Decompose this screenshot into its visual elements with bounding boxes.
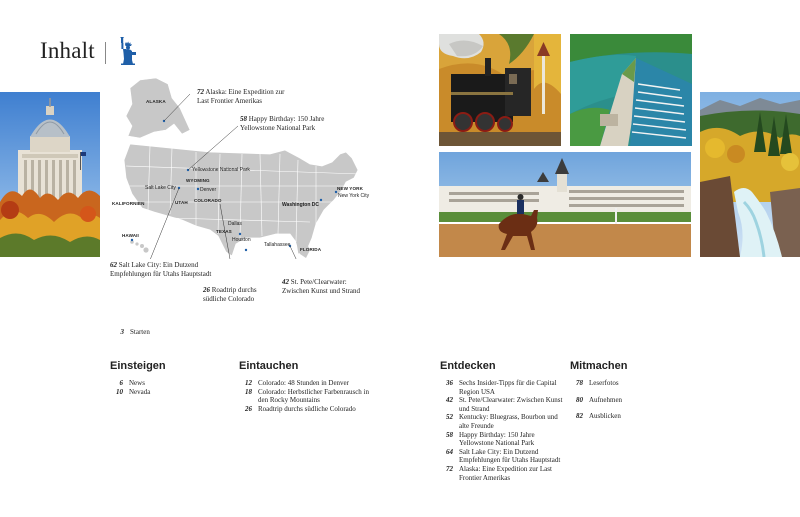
toc-entry-title: Roadtrip durchs südliche Colorado [258,404,356,413]
statue-of-liberty-icon [116,37,140,65]
toc-entry-title: Leserfotos [589,379,619,387]
toc-entry-title: Kentucky: Bluegrass, Bourbon und alte Freunde [459,413,558,430]
callout-page-number: 62 [110,261,117,269]
map-label-hawaii: HAWAII [122,233,139,238]
map-callout-st-pete [282,278,374,296]
map-callout-alaska [197,88,297,106]
toc-entry-title: Nevada [129,387,151,396]
toc-entry[interactable] [433,396,563,413]
toc-entry-title: Happy Birthday: 150 Jahre Yellowstone National Park [459,430,535,448]
callout-text: St. Pete/Clearwater: Zwischen Kunst und Strand [282,278,360,295]
toc-page-number: 12 [245,379,252,387]
toc-page-number: 78 [576,379,583,387]
mountain-waterfall-photo [700,92,800,257]
toc-page-number: 18 [245,387,252,396]
toc-entry[interactable] [232,388,372,405]
toc-entry-title: Alaska: Eine Expedition zur Last Frontier Amerikas [459,464,552,482]
utah-state-capitol-photo [0,92,100,257]
callout-page-number: 72 [197,88,204,96]
map-label-houston: Houston [232,237,251,243]
toc-entry-title: Colorado: Herbstlicher Farbenrausch in den Rocky Mountains [258,387,369,405]
toc-entry-title: Ausblicken [589,412,621,421]
map-label-new-york: NEW YORK [337,186,363,191]
toc-page-number: 58 [446,430,453,439]
callout-page-number: 26 [203,286,210,294]
callout-text: Happy Birthday: 150 Jahre Yellowstone National Park [240,115,325,132]
toc-entry[interactable] [563,396,663,405]
toc-page-number: 64 [446,447,453,456]
map-label-alaska: ALASKA [146,99,166,104]
toc-entry[interactable] [563,379,663,388]
toc-entry[interactable] [433,448,563,465]
steam-train-photo [439,34,561,146]
callout-text: Alaska: Eine Expedition zur Last Frontier Amerikas [197,88,285,105]
toc-entry[interactable] [232,379,372,388]
callout-page-number: 58 [240,115,247,123]
toc-entry-title: Aufnehmen [589,395,623,404]
page-title: Inhalt [40,38,95,63]
toc-entry[interactable] [433,413,563,430]
toc-entry-title: Colorado: 48 Stunden in Denver [258,379,349,387]
toc-page-number: 42 [446,396,453,405]
section-eintauchen-list [232,379,372,413]
toc-page-number: 72 [446,464,453,473]
map-label-colorado: COLORADO [194,198,222,203]
toc-entry[interactable] [563,412,663,421]
map-label-tallahassee: Tallahassee [264,242,291,248]
map-label-florida: FLORIDA [300,247,322,252]
toc-entry-title: St. Pete/Clearwater: Zwischen Kunst und Strand [459,396,563,413]
horse-racetrack-photo [439,152,691,257]
toc-entry[interactable] [103,388,213,397]
map-callout-colorado [203,286,275,304]
map-label-yellowstone: Yellowstone National Park [192,167,250,173]
section-mitmachen-title: Mitmachen [570,360,628,372]
callout-text: Salt Lake City: Ein Dutzend Empfehlungen für Utahs Hauptstadt [110,261,212,278]
map-label-denver: Denver [200,187,217,193]
toc-entry-title: Sechs Insider-Tipps für die Capital Region USA [459,379,557,396]
map-label-salt-lake-city: Salt Lake City [145,185,176,191]
toc-entry-start[interactable] [110,328,210,337]
toc-entry[interactable] [433,379,563,396]
section-einsteigen-list [103,379,213,396]
callout-page-number: 42 [282,278,289,286]
section-entdecken-list [433,379,563,482]
map-label-washington-dc: Washington DC [282,202,320,208]
marina-aerial-photo [570,34,692,146]
section-mitmachen-list [563,379,663,421]
section-einsteigen-title: Einsteigen [110,360,166,372]
map-callout-yellowstone [240,115,332,133]
section-entdecken-title: Entdecken [440,360,496,372]
toc-page-number: 10 [116,387,123,396]
toc-entry-title: Starten [130,328,150,336]
map-label-texas: TEXAS [216,229,232,234]
section-eintauchen-title: Eintauchen [239,360,299,372]
map-label-new-york-city: New York City [338,193,370,199]
map-label-wyoming: WYOMING [186,178,210,183]
toc-page-number: 3 [120,328,124,336]
toc-page-number: 26 [245,404,252,413]
title-divider [105,42,106,64]
toc-page-number: 80 [576,395,583,404]
toc-entry[interactable] [232,405,372,414]
map-callout-salt-lake-city [110,261,215,279]
toc-page-number: 82 [576,412,583,421]
toc-entry-title: Salt Lake City: Ein Dutzend Empfehlungen für Utahs Hauptstadt [459,447,561,465]
toc-page-number: 6 [119,379,123,387]
map-label-dallas: Dallas [228,221,242,227]
map-label-kalifornien: KALIFORNIEN [112,201,145,206]
toc-entry[interactable] [433,431,563,448]
toc-entry-title: News [129,379,145,387]
toc-page-number: 52 [446,413,453,422]
toc-entry[interactable] [433,465,563,482]
toc-page-number: 36 [446,379,453,387]
map-label-utah: UTAH [175,200,188,205]
callout-text: Roadtrip durchs südliche Colorado [203,286,257,303]
toc-entry[interactable] [103,379,213,388]
